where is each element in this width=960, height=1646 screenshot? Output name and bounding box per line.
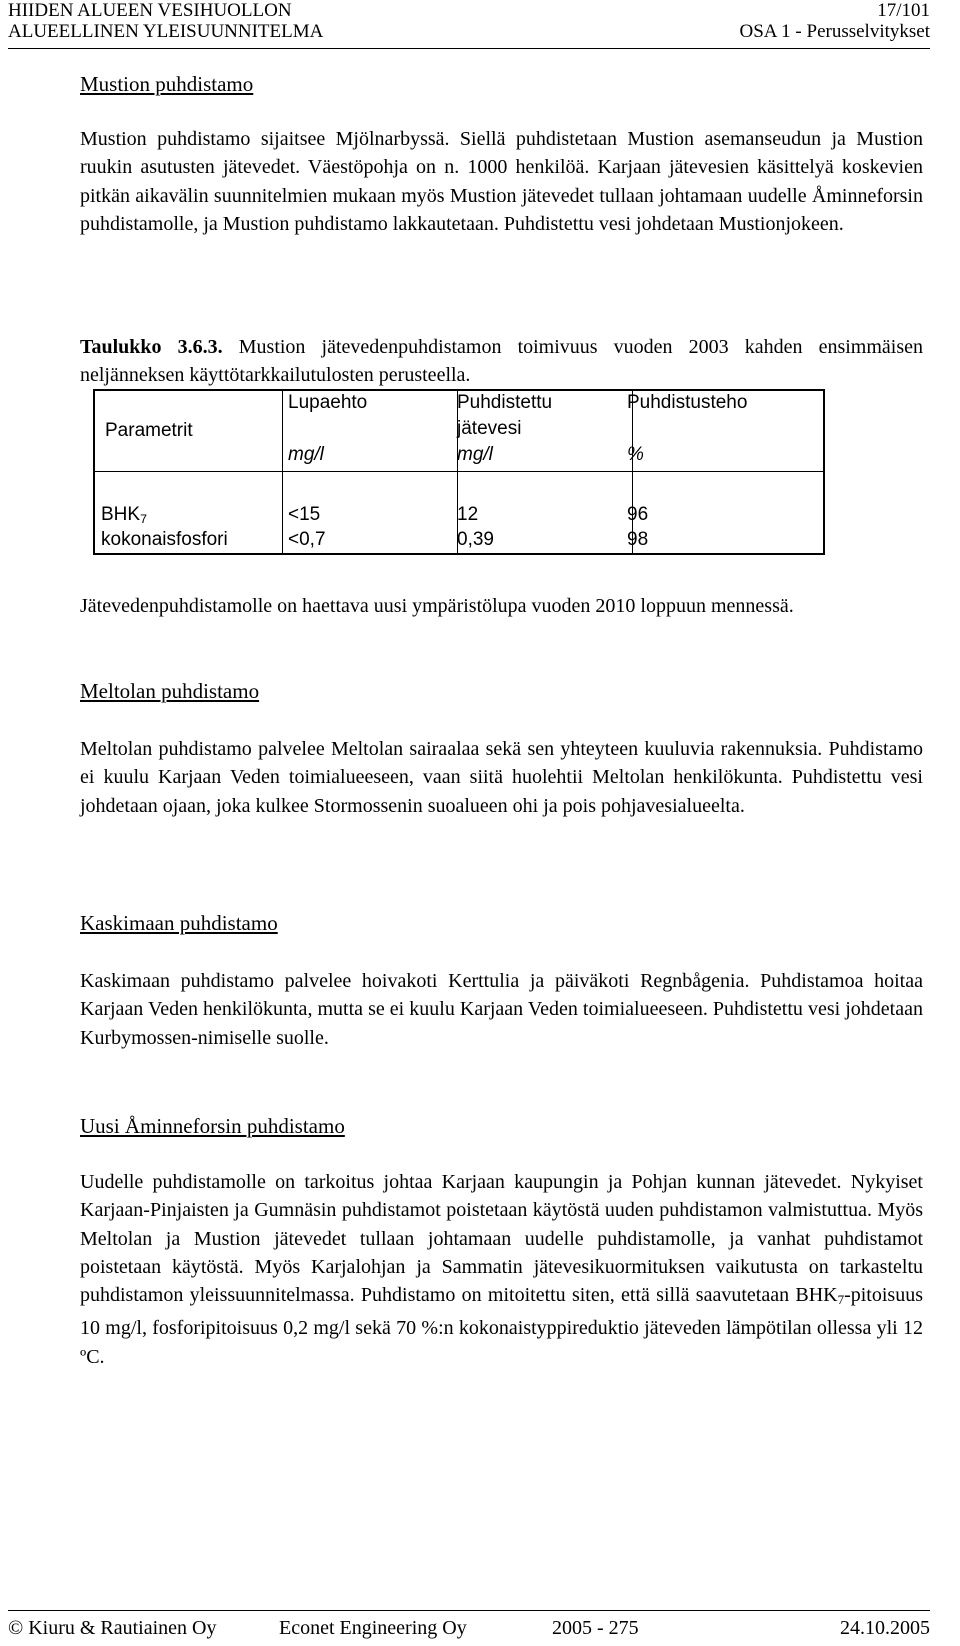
performance-table <box>93 389 825 555</box>
table-header-limit: Lupaehto <box>288 392 368 413</box>
header-title-line1: HIIDEN ALUEEN VESIHUOLLON <box>8 0 292 21</box>
table-row-1-efficiency: 96 <box>627 504 649 525</box>
table-row-1-limit: <15 <box>288 504 321 525</box>
heading-mustion: Mustion puhdistamo <box>80 72 254 96</box>
table-header-parameter: Parametrit <box>105 420 193 441</box>
table-row-1-treated: 12 <box>457 504 479 525</box>
table-caption-label: Taulukko 3.6.3. <box>80 336 223 358</box>
table-divider <box>282 391 283 553</box>
table-caption <box>80 333 923 390</box>
paragraph-permit: Jätevedenpuhdistamolle on haettava uusi ympäristölupa vuoden 2010 loppuun mennessä. <box>80 595 794 617</box>
table-row-2-efficiency: 98 <box>627 529 649 550</box>
header-title-line2: ALUEELLINEN YLEISUUNNITELMA <box>8 21 324 42</box>
table-header-treated-line2: jätevesi <box>457 418 522 439</box>
paragraph-mustion: Mustion puhdistamo sijaitsee Mjölnarbyssä. Siellä puhdistetaan Mustion asemanseudun ja Mustion ruukin asutusten jätevedet. Väestöpohja on n. 1000 henkilöä. Karjaan jätevesien käsittelyä koskevien pitkän aikavälin suunnitelmien mukaan myös Mustion jätevedet tullaan johtamaan uudelle Åminneforsin puhdistamolle, ja Mustion puhdistamo lakkautetaan. Puhdistettu vesi johdetaan Mustionjokeen. <box>80 128 923 235</box>
table-row-2-treated: 0,39 <box>457 529 494 550</box>
footer-project-number: 2005 - 275 <box>552 1617 639 1639</box>
footer-rule <box>8 1610 930 1611</box>
table-header-treated-unit: mg/l <box>457 444 493 465</box>
table-header-treated: Puhdistettu <box>457 392 553 413</box>
table-row-2-parameter: kokonaisfosfori <box>101 529 228 550</box>
table-header-limit-unit: mg/l <box>288 444 324 465</box>
header-section: OSA 1 - Perusselvitykset <box>739 21 930 42</box>
paragraph-kaskimaa: Kaskimaan puhdistamo palvelee hoivakoti Kerttulia ja päiväkoti Regnbågenia. Puhdistamoa hoitaa Karjaan Veden henkilökunta, mutta se ei kuulu Karjaan Veden toimialueeseen. Puhdistettu vesi johdetaan Kurbymossen-nimiselle suolle. <box>80 970 923 1049</box>
heading-kaskimaa: Kaskimaan puhdistamo <box>80 911 278 935</box>
paragraph-meltola: Meltolan puhdistamo palvelee Meltolan sairaalaa sekä sen yhteyteen kuuluvia rakennuksia. Puhdistamo ei kuulu Karjaan Veden toimialueeseen, vaan siitä huolehtii Meltolan henkilökunta. Puhdistettu vesi johdetaan ojaan, joka kulkee Stormossenin suoalueen ohi ja pois pohjavesialueelta. <box>80 738 923 817</box>
heading-meltola: Meltolan puhdistamo <box>80 679 260 703</box>
heading-aminnefors: Uusi Åminneforsin puhdistamo <box>80 1114 345 1138</box>
footer-company-1: © Kiuru & Rautiainen Oy <box>8 1617 217 1639</box>
table-divider <box>95 471 823 472</box>
table-row-2-limit: <0,7 <box>288 529 326 550</box>
table-row-1-parameter: $BHK_7$ <box>101 504 147 526</box>
header-page-number: 17/101 <box>877 0 930 21</box>
footer-date: 24.10.2005 <box>840 1617 930 1639</box>
footer-company-2: Econet Engineering Oy <box>279 1617 467 1639</box>
table-header-efficiency: Puhdistusteho <box>627 392 748 413</box>
table-header-efficiency-unit: % <box>627 444 644 465</box>
table-caption-text: Mustion jätevedenpuhdistamon toimivuus vuoden 2003 kahden ensimmäisen neljänneksen käyttötarkkailutulosten perusteella. <box>80 336 923 387</box>
paragraph-aminnefors: Uudelle puhdistamolle on tarkoitus johtaa Karjaan kaupungin ja Pohjan kunnan jätevedet. Nykyiset Karjaan-Pinjaisten ja Gumnäsin puhdistamot poistetaan käytöstä uuden puhdistamon valmistuttua. Myös Meltolan ja Mustion jätevedet tullaan johtamaan uudelle puhdistamolle, ja vanhat puhdistamot poistetaan käytöstä. Myös Karjalohjan ja Sammatin jätevesikuormituksen vaikutusta on tarkasteltu puhdistamon yleissuunnitelmassa. Puhdistamo on mitoitettu siten, että sillä saavutetaan $BHK_7$-pitoisuus 10 mg/l, fosforipitoisuus 0,2 mg/l sekä 70 %:n kokonaistyppireduktio jäteveden lämpötilan ollessa yli 12 ºC. <box>80 1171 923 1368</box>
header-rule <box>8 48 930 49</box>
